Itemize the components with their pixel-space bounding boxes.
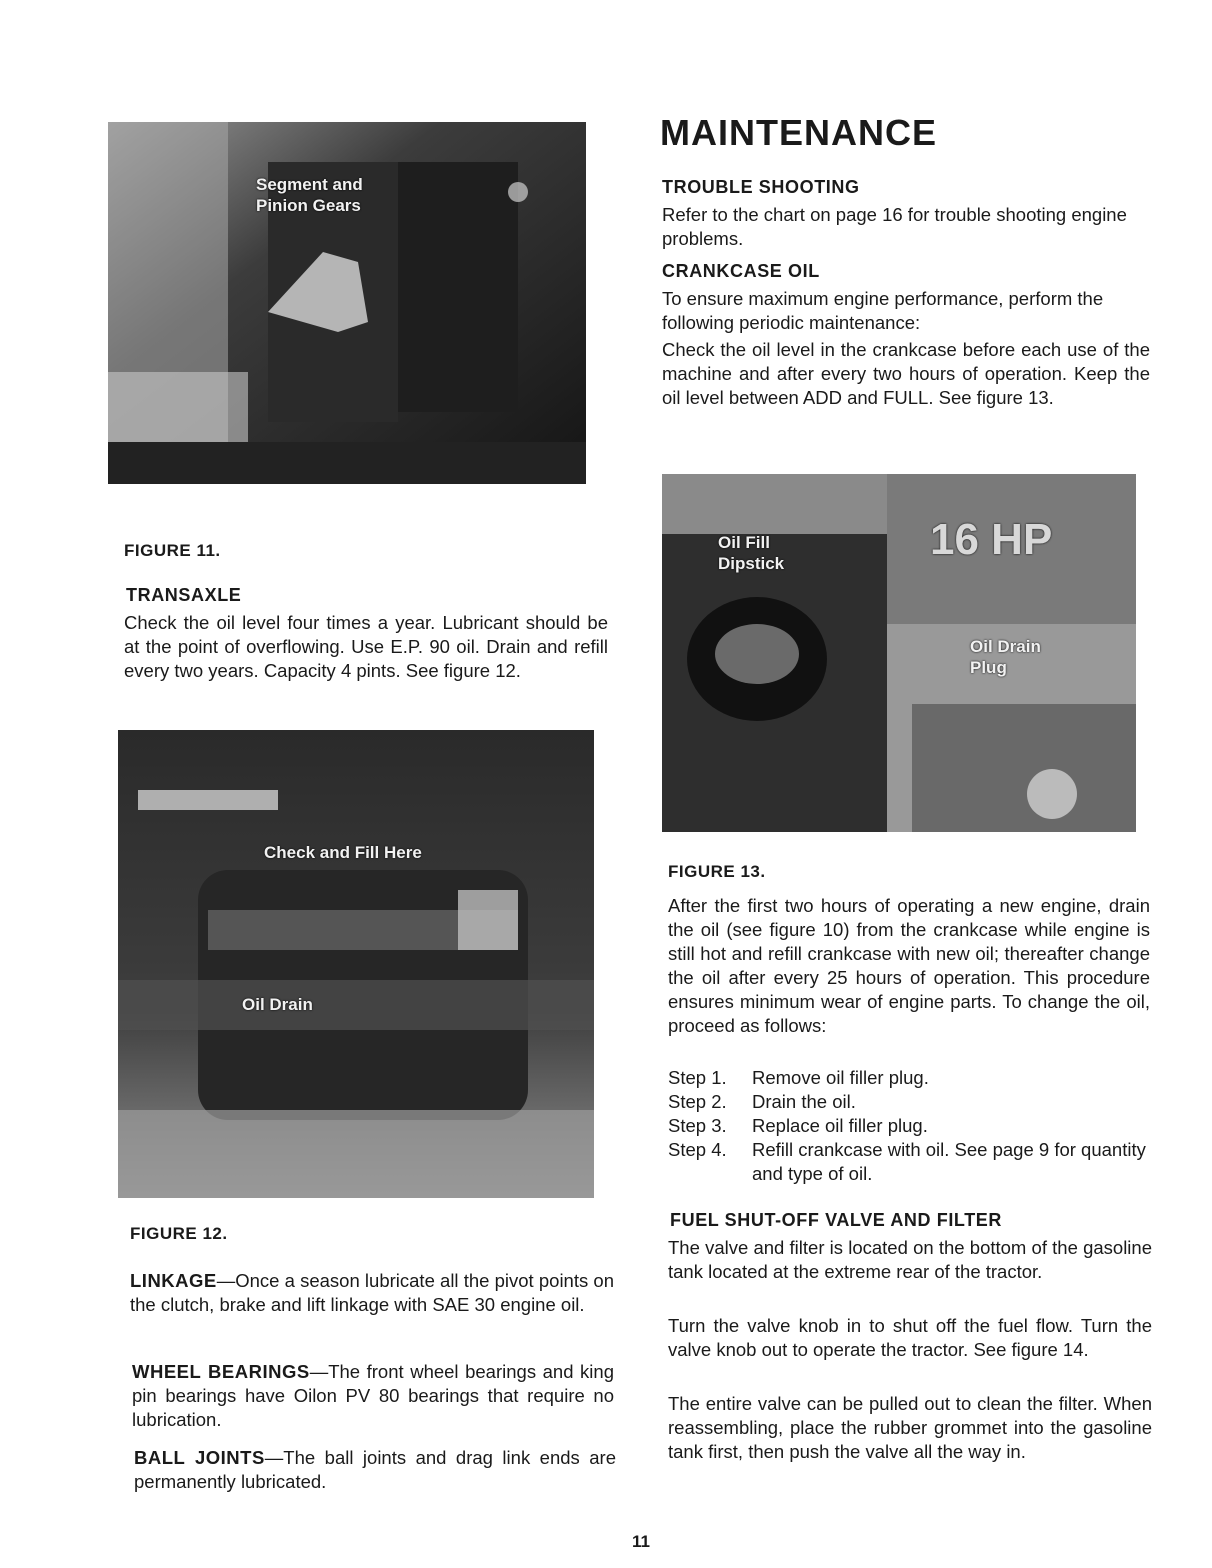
ball-joints-paragraph	[134, 1446, 616, 1494]
step-text: Refill crankcase with oil. See page 9 for quantity and type of oil.	[752, 1139, 1146, 1184]
figure-12-caption: FIGURE 12.	[130, 1224, 228, 1243]
transaxle-text: Check the oil level four times a year. Lubricant should be at the point of overflowing. Use E.P. 90 oil. Drain and refill every two years. Capacity 4 pints. See figure 12.	[124, 612, 608, 681]
fuel-valve-text-2: Turn the valve knob in to shut off the fuel flow. Turn the valve knob out to operate the tractor. See figure 14.	[668, 1315, 1152, 1360]
figure-13-caption: FIGURE 13.	[668, 862, 766, 881]
step-text: Drain the oil.	[752, 1091, 856, 1112]
step-row	[668, 1090, 1152, 1114]
figure-11-caption: FIGURE 11.	[124, 541, 221, 560]
figure-12-photo	[118, 730, 594, 1198]
figure-13-engine-badge: 16 HP	[930, 515, 1053, 564]
step-row	[668, 1066, 1152, 1090]
figure-13-overlay-oil-fill: Oil Fill Dipstick	[718, 533, 785, 573]
figure-11-photo	[108, 122, 586, 484]
trouble-shooting-heading: TROUBLE SHOOTING	[662, 177, 860, 197]
linkage-text: —Once a season lubricate all the pivot points on the clutch, brake and lift linkage with SAE 30 engine oil.	[130, 1270, 614, 1315]
page-number: 11	[632, 1532, 650, 1551]
oil-change-steps	[668, 1066, 1152, 1186]
step-number: Step 4.	[668, 1139, 727, 1160]
figure-13-overlay-oil-drain-plug: Oil Drain Plug	[970, 637, 1041, 677]
figure-12-overlay-oil-drain: Oil Drain	[242, 995, 313, 1014]
crankcase-oil-text-2: Check the oil level in the crankcase before each use of the machine and after every two hours of operation. Keep the oil level between ADD and FULL. See figure 13.	[662, 339, 1150, 408]
wheel-bearings-heading: WHEEL BEARINGS	[132, 1361, 310, 1382]
ball-joints-heading: BALL JOINTS	[134, 1447, 265, 1468]
transaxle-heading: TRANSAXLE	[126, 585, 242, 605]
wheel-bearings-text: —The front wheel bearings and king pin bearings have Oilon PV 80 bearings that require no lubrication.	[132, 1361, 614, 1430]
step-row	[668, 1114, 1152, 1138]
step-text: Remove oil filler plug.	[752, 1067, 929, 1088]
step-number: Step 2.	[668, 1091, 727, 1112]
page-title: MAINTENANCE	[660, 112, 937, 153]
step-text: Replace oil filler plug.	[752, 1115, 928, 1136]
ball-joints-text: —The ball joints and drag link ends are permanently lubricated.	[134, 1447, 616, 1492]
fuel-valve-text-3: The entire valve can be pulled out to clean the filter. When reassembling, place the rubber grommet into the gasoline tank first, then push the valve all the way in.	[668, 1393, 1152, 1462]
fuel-valve-heading: FUEL SHUT-OFF VALVE AND FILTER	[670, 1210, 1002, 1230]
figure-12-overlay-check-fill: Check and Fill Here	[264, 843, 422, 862]
figure-13-photo	[662, 474, 1136, 832]
crankcase-oil-heading: CRANKCASE OIL	[662, 261, 820, 281]
linkage-paragraph	[130, 1269, 614, 1317]
step-number: Step 3.	[668, 1115, 727, 1136]
trouble-shooting-text: Refer to the chart on page 16 for trouble shooting engine problems.	[662, 204, 1127, 249]
wheel-bearings-paragraph	[132, 1360, 614, 1432]
fuel-valve-text-1: The valve and filter is located on the bottom of the gasoline tank located at the extreme rear of the tractor.	[668, 1237, 1152, 1282]
step-number: Step 1.	[668, 1067, 727, 1088]
linkage-heading: LINKAGE	[130, 1270, 217, 1291]
oil-change-text: After the first two hours of operating a new engine, drain the oil (see figure 10) from the crankcase while engine is still hot and refill crankcase with new oil; thereafter change the oil after every 25 hours of operation. This procedure ensures minimum wear of engine parts. To change the oil, proceed as follows:	[668, 895, 1150, 1036]
crankcase-oil-text-1: To ensure maximum engine performance, perform the following periodic maintenance:	[662, 288, 1104, 333]
step-row	[668, 1138, 1152, 1186]
figure-11-overlay-label: Segment and Pinion Gears	[256, 175, 363, 215]
